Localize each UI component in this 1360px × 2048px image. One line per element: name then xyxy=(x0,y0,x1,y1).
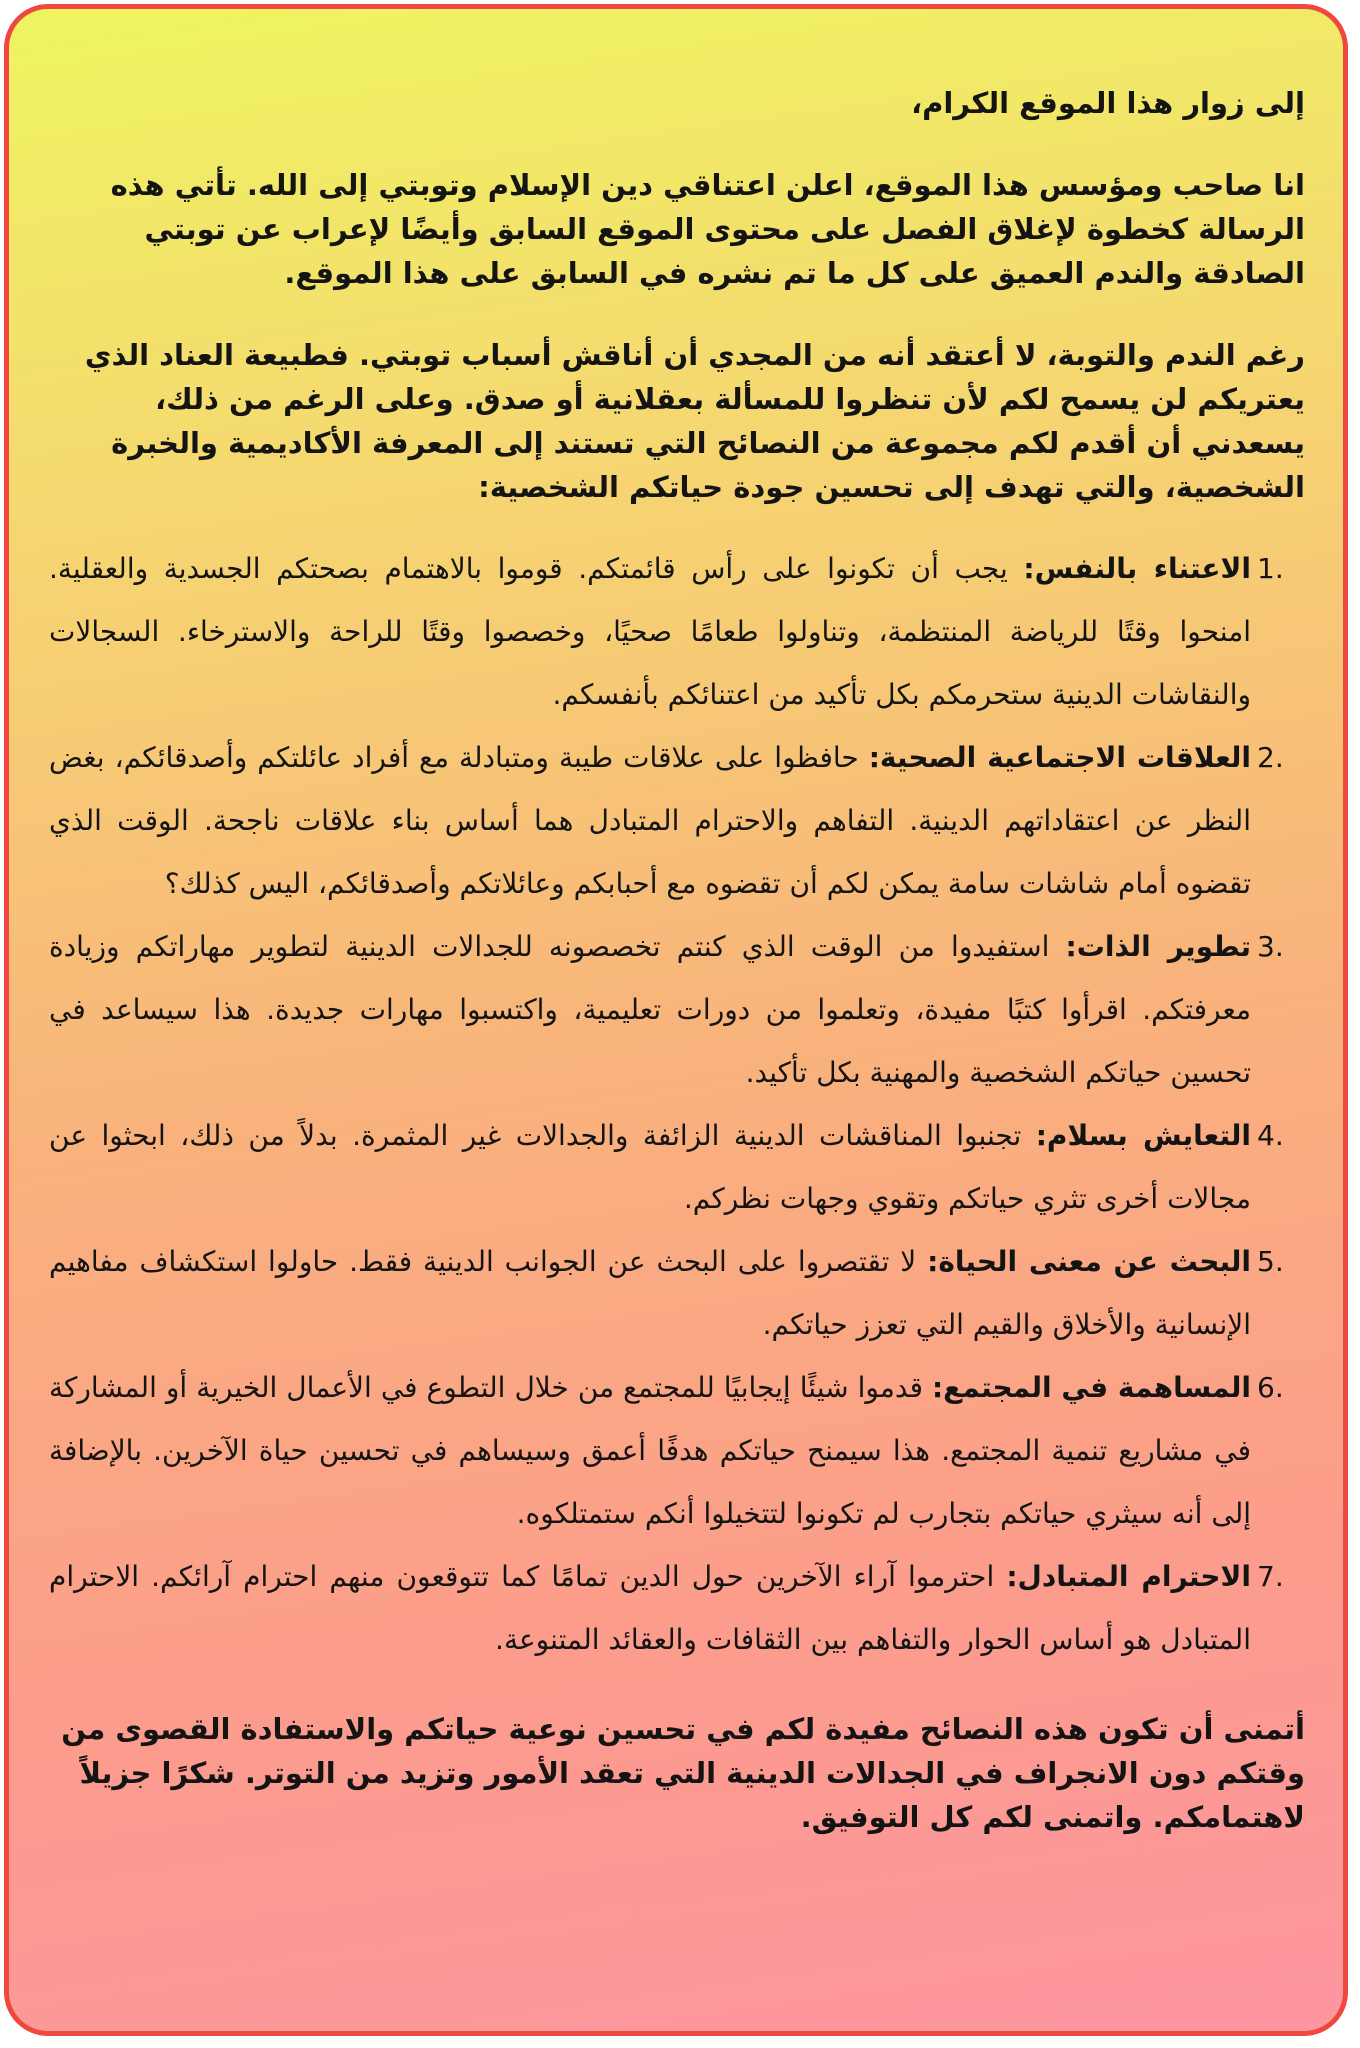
list-item xyxy=(49,915,1305,1104)
preface-paragraph: رغم الندم والتوبة، لا أعتقد أنه من المجدي أن أناقش أسباب توبتي. فطبيعة العناد الذي يعتريكم لن يسمح لكم لأن تنظروا للمسألة بعقلانية أو صدق. وعلى الرغم من ذلك، يسعدني أن أقدم لكم مجموعة من النصائح التي تستند إلى المعرفة الأكاديمية والخبرة الشخصية، والتي تهدف إلى تحسين جودة حياتكم الشخصية: xyxy=(84,338,1305,504)
tip-body xyxy=(49,1104,1251,1230)
tip-title: التعايش بسلام: xyxy=(1035,1119,1251,1152)
list-item xyxy=(49,1104,1305,1230)
tip-number: 6. xyxy=(1257,1371,1284,1404)
list-item xyxy=(49,1230,1305,1356)
list-item xyxy=(49,1356,1305,1545)
tip-text: احترموا آراء الآخرين حول الدين تمامًا كما تتوقعون منهم احترام آرائكم. الاحترام المتبادل هو أساس الحوار والتفاهم بين الثقافات والعقائد المتنوعة. xyxy=(49,1560,1251,1656)
list-item xyxy=(49,1545,1305,1671)
closing-paragraph: أتمنى أن تكون هذه النصائح مفيدة لكم في تحسين نوعية حياتكم والاستفادة القصوى من وقتكم دون الانجراف في الجدالات الدينية التي تعقد الأمور وتزيد من التوتر. شكرًا جزيلاً لاهتمامكم. واتمنى لكم كل التوفيق. xyxy=(61,1712,1305,1834)
tip-number: 5. xyxy=(1257,1245,1284,1278)
tip-body xyxy=(49,726,1251,915)
list-item xyxy=(49,726,1305,915)
tip-text: استفيدوا من الوقت الذي كنتم تخصصونه للجدالات الدينية لتطوير مهاراتكم وزيادة معرفتكم. اقرأوا كتبًا مفيدة، وتعلموا من دورات تعليمية، واكتسبوا مهارات جديدة. هذا سيساعد في تحسين حياتكم الشخصية والمهنية بكل تأكيد. xyxy=(49,930,1251,1089)
tip-body xyxy=(49,1545,1251,1671)
tip-text: لا تقتصروا على البحث عن الجوانب الدينية فقط. حاولوا استكشاف مفاهيم الإنسانية والأخلاق والقيم التي تعزز حياتكم. xyxy=(49,1245,1251,1341)
tip-title: الاعتناء بالنفس: xyxy=(1023,552,1251,585)
tip-body xyxy=(49,1356,1251,1545)
greeting: إلى زوار هذا الموقع الكرام، xyxy=(911,86,1305,120)
tip-text: قدموا شيئًا إيجابيًا للمجتمع من خلال التطوع في الأعمال الخيرية أو المشاركة في مشاريع تنمية المجتمع. هذا سيمنح حياتكم هدفًا أعمق وسيساهم في تحسين حياة الآخرين. بالإضافة إلى أنه سيثري حياتكم بتجارب لم تكونوا لتتخيلوا أنكم ستمتلكوه. xyxy=(49,1371,1251,1530)
tip-text: تجنبوا المناقشات الدينية الزائفة والجدالات غير المثمرة. بدلاً من ذلك، ابحثوا عن مجالات أخرى تثري حياتكم وتقوي وجهات نظركم. xyxy=(49,1119,1251,1215)
tip-title: الاحترام المتبادل: xyxy=(1006,1560,1251,1593)
tip-number: 7. xyxy=(1257,1560,1284,1593)
tip-title: تطوير الذات: xyxy=(1065,930,1251,963)
intro-paragraph: انا صاحب ومؤسس هذا الموقع، اعلن اعتناقي دين الإسلام وتوبتي إلى الله. تأتي هذه الرسالة كخطوة لإغلاق الفصل على محتوى الموقع السابق وأيضًا لإعراب عن توبتي الصادقة والندم العميق على كل ما تم نشره في السابق على هذا الموقع. xyxy=(110,168,1305,290)
tip-body xyxy=(49,915,1251,1104)
tips-list xyxy=(49,537,1305,1671)
tip-body xyxy=(49,1230,1251,1356)
letter-card xyxy=(4,4,1348,2036)
tip-title: البحث عن معنى الحياة: xyxy=(927,1245,1251,1278)
tip-title: العلاقات الاجتماعية الصحية: xyxy=(868,741,1251,774)
tip-number: 4. xyxy=(1257,1119,1284,1152)
tip-text: حافظوا على علاقات طيبة ومتبادلة مع أفراد عائلتكم وأصدقائكم، بغض النظر عن اعتقاداتهم الدينية. التفاهم والاحترام المتبادل هما أساس بناء علاقات ناجحة. الوقت الذي تقضوه أمام شاشات سامة يمكن لكم أن تقضوه مع أحبابكم وعائلاتكم وأصدقائكم، اليس كذلك؟ xyxy=(49,741,1251,900)
tip-title: المساهمة في المجتمع: xyxy=(931,1371,1251,1404)
tip-number: 3. xyxy=(1257,930,1284,963)
tip-body xyxy=(49,537,1251,726)
tip-text: يجب أن تكونوا على رأس قائمتكم. قوموا بالاهتمام بصحتكم الجسدية والعقلية. امنحوا وقتًا للرياضة المنتظمة، وتناولوا طعامًا صحيًا، وخصصوا وقتًا للراحة والاسترخاء. السجالات والنقاشات الدينية ستحرمكم بكل تأكيد من اعتنائكم بأنفسكم. xyxy=(49,552,1251,711)
list-item xyxy=(49,537,1305,726)
tip-number: 1. xyxy=(1257,552,1284,585)
tip-number: 2. xyxy=(1257,741,1284,774)
letter-content xyxy=(49,81,1305,1839)
